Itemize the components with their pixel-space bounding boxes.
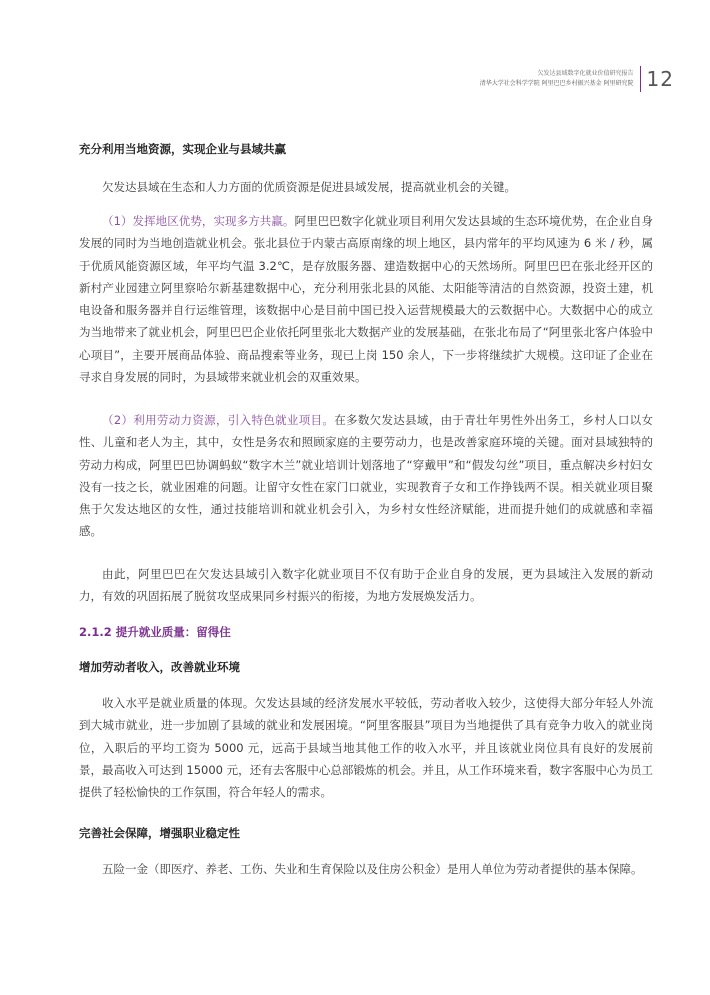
- point-1-text: 阿里巴巴数字化就业项目利用欠发达县域的生态环境优势，在企业自身发展的同时为当地创造就业机会。张北县位于内蒙古高原南缘的坝上地区，县内常年的平均风速为 6 米 / 秒，属于优质风能资源区域，年平均气温 3.2℃，是存放服务器、建造数据中心的天然场所。阿里巴巴在张北经开区的新村产业园建立阿里察哈尔新基建数据中心，充分利用张北县的风能、太阳能等清洁的自然资源，投资土建，机电设备和服务器并自行运维管理，该数据中心是目前中国已投入运营规模最大的云数据中心。大数据中心的成立为当地带来了就业机会，阿里巴巴企业依托阿里张北大数据产业的发展基础，在张北布局了“阿里张北客户体验中心项目”，主要开展商品体验、商品搜索等业务，现已上岗 150 余人，下一步将继续扩大规模。这印证了企业在寻求自身发展的同时，为县域带来就业机会的双重效果。: [79, 214, 653, 385]
- paragraph-point-2: [79, 409, 653, 543]
- intro-text: 欠发达县域在生态和人力方面的优质资源是促进县域发展，提高就业机会的关键。: [102, 180, 516, 194]
- income-text: 收入水平是就业质量的体现。欠发达县域的经济发展水平较低，劳动者收入较少，这使得大部分年轻人外流到大城市就业，进一步加剧了县域的就业和发展困境。“阿里客服县”项目为当地提供了具有竞争力收入的就业岗位，入职后的平均工资为 5000 元，远高于县域当地其他工作的收入水平，并且该就业岗位具有良好的发展前景，最高收入可达到 15000 元，还有去客服中心总部锻炼的机会。并且，从工作环境来看，数字客服中心为员工提供了轻松愉快的工作氛围，符合年轻人的需求。: [79, 696, 653, 800]
- paragraph-social-security: [79, 858, 653, 880]
- section-title-2-1-2: 2.1.2 提升就业质量：留得住: [79, 625, 231, 639]
- header-text-block: [480, 69, 640, 89]
- paragraph-intro: [79, 176, 653, 198]
- page-number: 12: [646, 67, 674, 91]
- conclusion-text: 由此，阿里巴巴在欠发达县域引入数字化就业项目不仅有助于企业自身的发展，更为县域注入发展的新动力，有效的巩固拓展了脱贫攻坚成果同乡村振兴的衔接，为地方发展焕发活力。: [79, 567, 653, 604]
- point-2-paragraph: [79, 409, 653, 543]
- point-2-text: 在多数欠发达县域，由于青壮年男性外出务工，乡村人口以女性、儿童和老人为主，其中，女性是务农和照顾家庭的主要劳动力，也是改善家庭环境的关键。面对县域独特的劳动力构成，阿里巴巴协调蚂蚁“数字木兰”就业培训计划落地了“穿戴甲”和“假发勾丝”项目，重点解决乡村妇女没有一技之长，就业困难的问题。让留守女性在家门口就业，实现教育子女和工作挣钱两不误。相关就业项目聚焦于欠发达地区的女性，通过技能培训和就业机会引入，为乡村女性经济赋能，进而提升她们的成就感和幸福感。: [79, 413, 653, 539]
- point-1-lead: （1）发挥地区优势，实现多方共赢。: [102, 214, 295, 228]
- page-header: [480, 66, 674, 92]
- social-security-text: 五险一金（即医疗、养老、工伤、失业和生育保险以及住房公积金）是用人单位为劳动者提供的基本保障。: [102, 862, 643, 876]
- report-title: 欠发达县域数字化就业价值研究报告: [537, 70, 634, 77]
- heading-social-security: 完善社会保障，增强职业稳定性: [79, 826, 240, 840]
- paragraph-conclusion: [79, 563, 653, 608]
- paragraph-point-1: [79, 210, 653, 388]
- report-institutions: 清华大学社会科学学院 阿里巴巴乡村振兴基金 阿里研究院: [479, 80, 634, 87]
- paragraph-income: [79, 692, 653, 803]
- point-2-lead: （2）利用劳动力资源，引入特色就业项目。: [102, 413, 335, 427]
- heading-income: 增加劳动者收入，改善就业环境: [79, 660, 240, 674]
- heading-resources: 充分利用当地资源，实现企业与县域共赢: [79, 142, 286, 156]
- point-1-paragraph: [79, 210, 653, 388]
